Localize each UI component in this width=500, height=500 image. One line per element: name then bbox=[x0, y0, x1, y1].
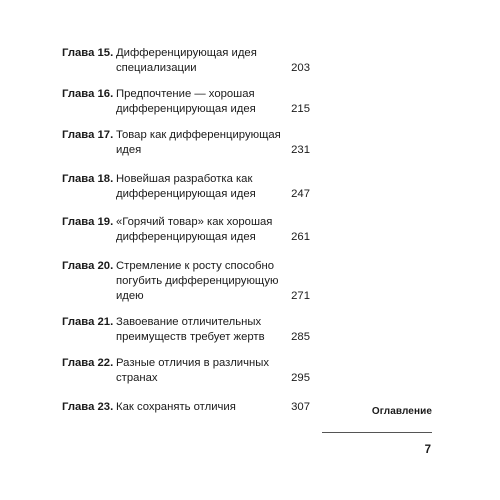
chapter-number: Глава 22. bbox=[62, 357, 114, 369]
page-ref: 271 bbox=[291, 290, 310, 302]
chapter-number: Глава 23. bbox=[62, 401, 114, 413]
running-header: Оглавление bbox=[371, 406, 432, 417]
chapter-title-line: Разные отличия в различных bbox=[116, 357, 270, 369]
header-divider bbox=[322, 432, 432, 433]
chapter-title-line: «Горячий товар» как хорошая bbox=[116, 216, 273, 228]
chapter-title-line: Новейшая разработка как bbox=[116, 173, 253, 185]
chapter-title-line: Дифференцирующая идея bbox=[116, 47, 257, 59]
chapter-title-line: специализации bbox=[116, 62, 197, 74]
chapter-title bbox=[116, 259, 286, 304]
chapter-title-line: идея bbox=[116, 144, 142, 156]
chapter-number: Глава 15. bbox=[62, 47, 114, 59]
chapter-title-line: дифференцирующая идея bbox=[116, 231, 256, 243]
page-ref: 307 bbox=[291, 401, 310, 413]
chapter-title-line: дифференцирующая идея bbox=[116, 103, 256, 115]
chapter-title-line: Стремление к росту способно bbox=[116, 260, 274, 272]
chapter-title bbox=[116, 400, 286, 415]
page-number: 7 bbox=[424, 444, 431, 456]
chapter-title-line: Завоевание отличительных bbox=[116, 316, 262, 328]
chapter-number: Глава 21. bbox=[62, 316, 114, 328]
chapter-title-line: дифференцирующая идея bbox=[116, 188, 256, 200]
page-ref: 261 bbox=[291, 231, 310, 243]
chapter-title bbox=[116, 46, 286, 76]
chapter-number: Глава 18. bbox=[62, 173, 114, 185]
page-ref: 231 bbox=[291, 144, 310, 156]
chapter-title bbox=[116, 128, 286, 158]
chapter-title-line: Предпочтение — хорошая bbox=[116, 88, 255, 100]
chapter-number: Глава 17. bbox=[62, 129, 114, 141]
page-ref: 247 bbox=[291, 188, 310, 200]
chapter-title-line: Как сохранять отличия bbox=[116, 401, 236, 413]
chapter-number: Глава 16. bbox=[62, 88, 114, 100]
chapter-title-line: Товар как дифференцирующая bbox=[116, 129, 281, 141]
chapter-title-line: преимуществ требует жертв bbox=[116, 331, 265, 343]
chapter-number: Глава 20. bbox=[62, 260, 114, 272]
page-ref: 215 bbox=[291, 103, 310, 115]
chapter-title-line: идею bbox=[116, 290, 144, 302]
chapter-title bbox=[116, 215, 286, 245]
chapter-title bbox=[116, 172, 286, 202]
chapter-title bbox=[116, 356, 286, 386]
chapter-title-line: погубить дифференцирующую bbox=[116, 275, 279, 287]
page-ref: 285 bbox=[291, 331, 310, 343]
page-ref: 203 bbox=[291, 62, 310, 74]
chapter-title-line: странах bbox=[116, 372, 158, 384]
chapter-title bbox=[116, 87, 286, 117]
chapter-number: Глава 19. bbox=[62, 216, 114, 228]
page-ref: 295 bbox=[291, 372, 310, 384]
chapter-title bbox=[116, 315, 286, 345]
